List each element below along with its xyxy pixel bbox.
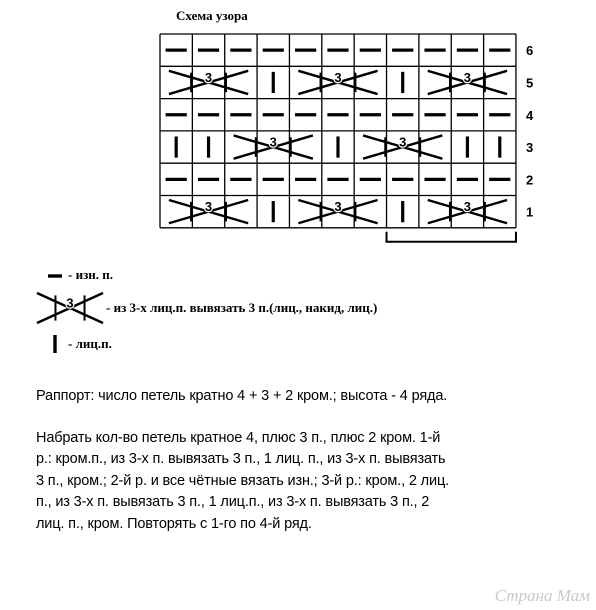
cross-count-label: 3 bbox=[334, 69, 342, 85]
legend-cross-text: - из 3-х лиц.п. вывязать 3 п.(лиц., накид, лиц.) bbox=[106, 300, 378, 315]
cross-count-label: 3 bbox=[269, 134, 277, 150]
row-number-label: 2 bbox=[525, 172, 534, 188]
instructions bbox=[36, 428, 449, 535]
cross-count-label: 3 bbox=[463, 69, 472, 85]
cross-count-label: 3 bbox=[66, 295, 74, 311]
cross-3-symbol bbox=[234, 135, 313, 159]
repeat-bracket bbox=[387, 232, 516, 242]
rapport-text: Раппорт: число петель кратно 4 + 3 + 2 кром.; высота - 4 ряда. bbox=[36, 388, 448, 404]
cross-3-symbol bbox=[428, 70, 507, 94]
row-number-label: 6 bbox=[525, 43, 534, 59]
cross-3-symbol bbox=[363, 135, 442, 159]
cross-count-label: 3 bbox=[204, 69, 213, 85]
legend-symbols bbox=[0, 260, 110, 370]
legend-purl-text: - изн. п. bbox=[68, 267, 114, 282]
row-number-label: 4 bbox=[525, 107, 534, 123]
instruction-line: п., из 3-х п. вывязать 3 п., 1 лиц.п., из 3-х п. вывязать 3 п., 2 bbox=[36, 494, 430, 511]
chart-title: Схема узора bbox=[176, 8, 248, 23]
cross-3-symbol bbox=[298, 70, 377, 94]
cross-3-symbol bbox=[428, 199, 507, 223]
cross-3-symbol bbox=[169, 70, 248, 94]
cross-count-label: 3 bbox=[204, 199, 213, 215]
watermark: Страна Мам bbox=[494, 586, 590, 605]
cross-count-label: 3 bbox=[334, 199, 342, 215]
row-number-label: 3 bbox=[525, 140, 534, 156]
instruction-line: лиц. п., кром. Повторять с 1-го по 4-й ряд. bbox=[36, 515, 312, 532]
cross-count-label: 3 bbox=[399, 134, 407, 150]
pattern-chart bbox=[0, 0, 596, 250]
instruction-line: Набрать кол-во петель кратное 4, плюс 3 п., плюс 2 кром. 1-й bbox=[36, 430, 441, 446]
instruction-line: р.: кром.п., из 3-х п. вывязать 3 п., 1 лиц. п., из 3-х п. вывязать bbox=[36, 451, 446, 468]
row-number-label: 5 bbox=[525, 75, 534, 91]
legend-knit-text: - лиц.п. bbox=[68, 336, 112, 351]
cross-count-label: 3 bbox=[463, 199, 472, 215]
cross-3-symbol bbox=[169, 199, 248, 223]
instruction-line: 3 п., кром.; 2-й р. и все чётные вязать изн.; 3-й р.: кром., 2 лиц. bbox=[36, 472, 449, 489]
cross-3-symbol bbox=[37, 293, 103, 323]
row-number-label: 1 bbox=[525, 204, 534, 220]
cross-3-symbol bbox=[298, 199, 377, 223]
